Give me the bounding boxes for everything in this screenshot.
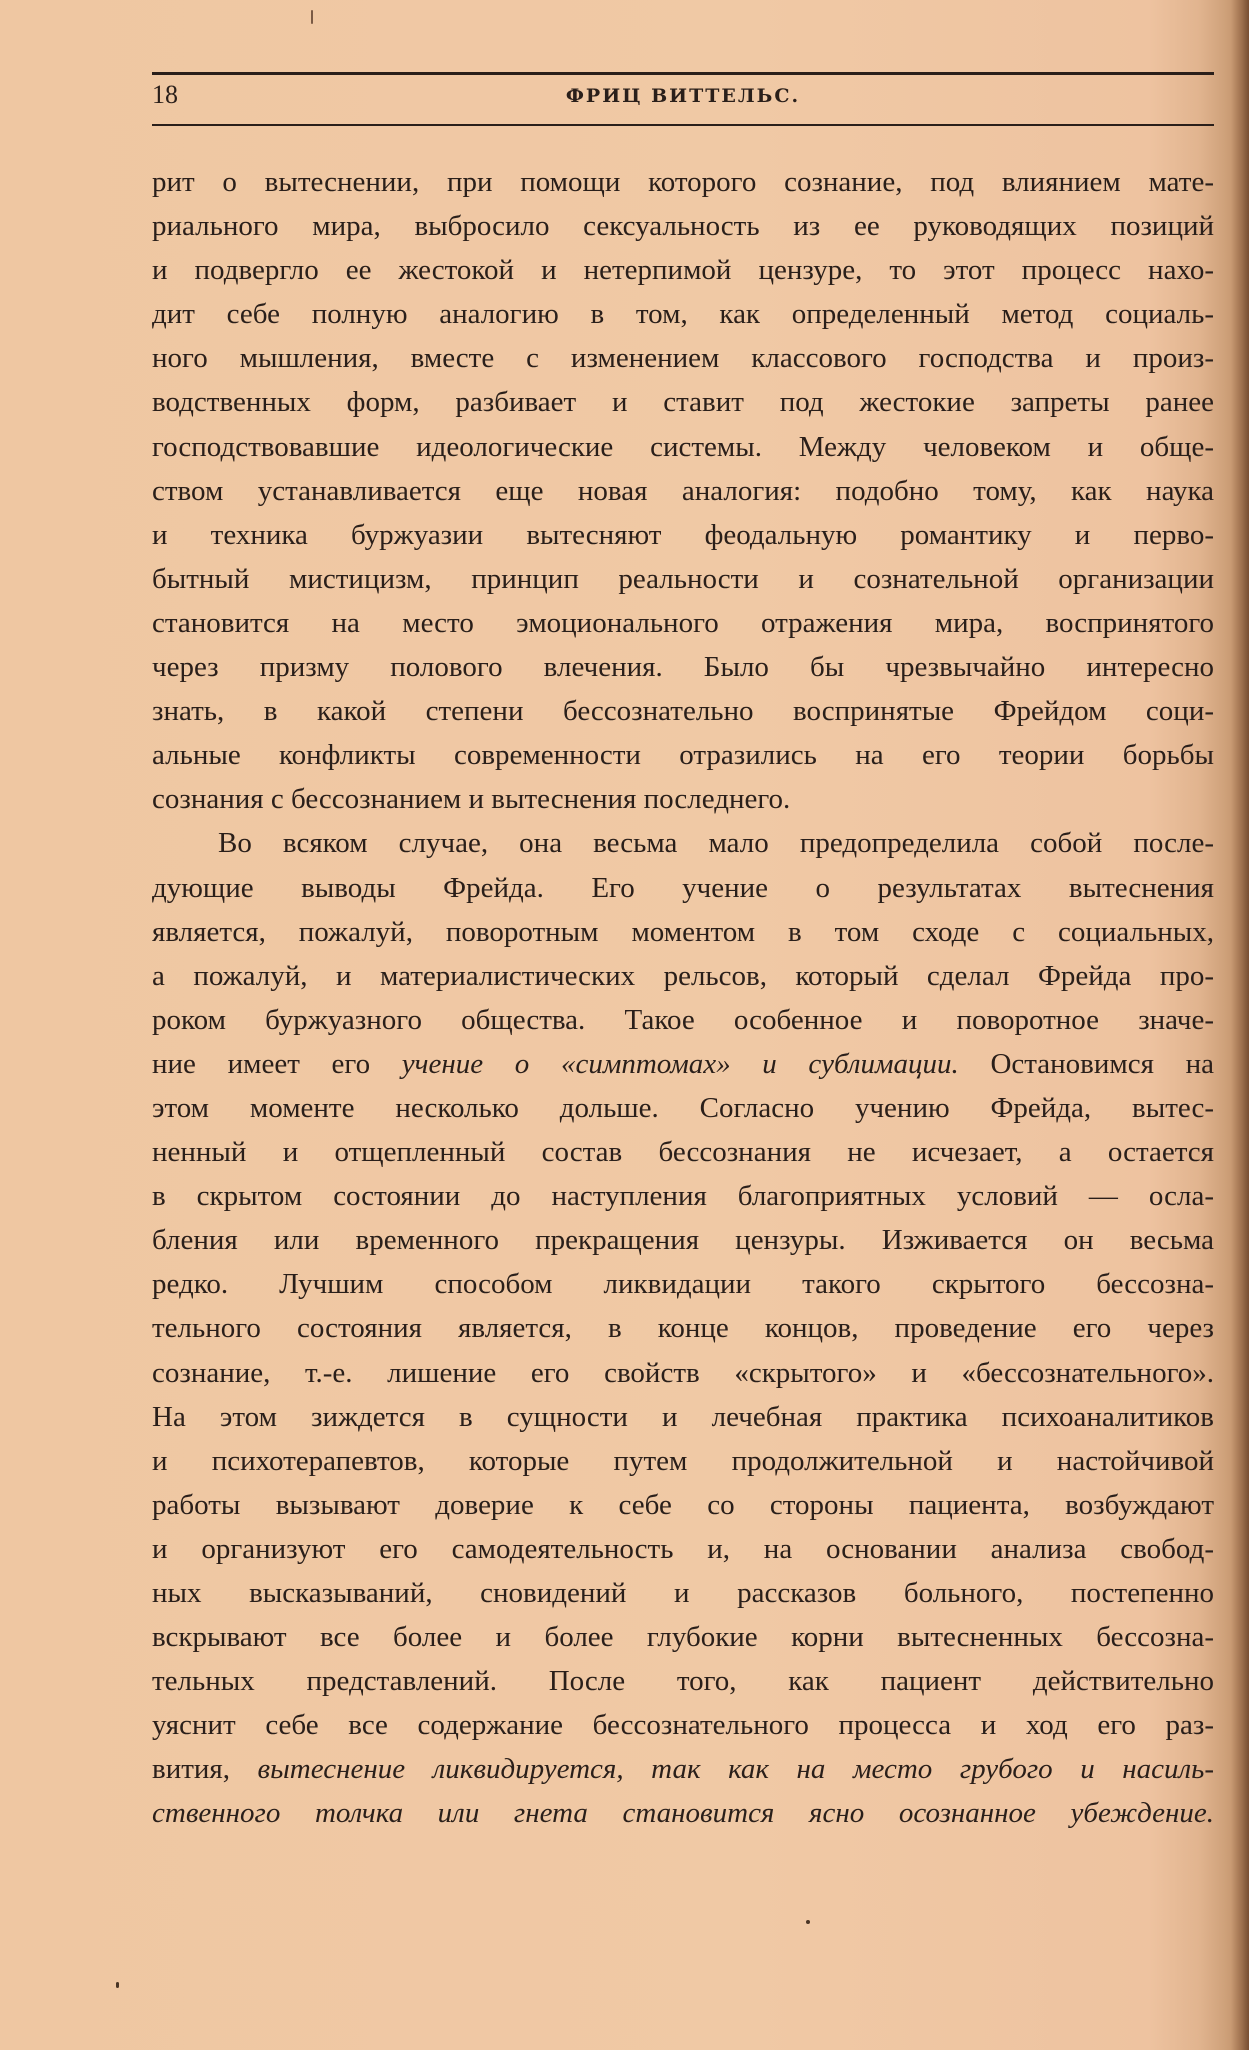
text-line: На этом зиждется в сущности и лечебная практика психоаналитиков xyxy=(152,1400,1214,1433)
text-line: в скрытом состоянии до наступления благоприятных условий — осла- xyxy=(152,1180,1214,1213)
italic-emphasis: вытеснение ликвидируется, так как на место грубого и насиль- xyxy=(257,1753,1214,1786)
italic-emphasis: ственного толчка или гнета становится ясно осознанное убеждение. xyxy=(152,1797,1214,1830)
text-line: и подвергло ее жестокой и нетерпимой цензуре, то этот процесс нахо- xyxy=(152,254,1214,287)
text-line-italic xyxy=(152,1791,1214,1835)
paper-speck xyxy=(116,1982,119,1988)
header-rule-top xyxy=(152,72,1214,75)
text-segment: ние имеет его xyxy=(152,1047,371,1080)
page-edge-shadow xyxy=(1231,0,1249,2050)
text-line: и организуют его самодеятельность и, на основании анализа свобод- xyxy=(152,1532,1214,1565)
paragraph-start-line: Во всяком случае, она весьма мало предопределила собой после- xyxy=(218,827,1214,860)
text-line: знать, в какой степени бессознательно воспринятые Фрейдом соци- xyxy=(152,695,1214,728)
text-line: работы вызывают доверие к себе со стороны пациента, возбуждают xyxy=(152,1488,1214,1521)
paper-speck xyxy=(806,1920,810,1924)
text-line: является, пожалуй, поворотным моментом в том сходе с социальных, xyxy=(152,915,1214,948)
text-segment: вития, xyxy=(152,1753,230,1786)
text-line: тельных представлений. После того, как пациент действительно xyxy=(152,1665,1214,1698)
text-line: рит о вытеснении, при помощи которого сознание, под влиянием мате- xyxy=(152,166,1214,198)
text-line: бления или временного прекращения цензуры. Изживается он весьма xyxy=(152,1224,1214,1257)
text-line: вскрывают все более и более глубокие корни вытесненных бессозна- xyxy=(152,1621,1214,1654)
text-line: уяснит себе все содержание бессознательного процесса и ход его раз- xyxy=(152,1709,1214,1742)
text-line: этом моменте несколько дольше. Согласно учению Фрейда, вытес- xyxy=(152,1091,1214,1124)
text-line: тельного состояния является, в конце концов, проведение его через xyxy=(152,1312,1214,1345)
italic-emphasis: учение о «симптомах» и сублимации. xyxy=(401,1047,959,1080)
text-line: господствовавшие идеологические системы. Между человеком и обще- xyxy=(152,430,1214,463)
text-line: ного мышления, вместе с изменением классового господства и произ- xyxy=(152,342,1214,375)
text-line-mixed xyxy=(152,1747,1214,1791)
text-line: бытный мистицизм, принцип реальности и сознательной организации xyxy=(152,562,1214,595)
running-head: ФРИЦ ВИТТЕЛЬС. xyxy=(565,85,801,107)
text-line: дит себе полную аналогию в том, как определенный метод социаль- xyxy=(152,298,1214,331)
text-line: ных высказываний, сновидений и рассказов больного, постепенно xyxy=(152,1577,1214,1609)
header-rule-bottom xyxy=(152,124,1214,126)
text-line-mixed xyxy=(152,1042,1214,1086)
text-line: а пожалуй, и материалистических рельсов, который сделал Фрейда про- xyxy=(152,959,1214,992)
text-segment: Остановимся на xyxy=(990,1047,1215,1080)
page-number: 18 xyxy=(152,80,178,109)
body-text xyxy=(152,160,1214,1836)
text-line: водственных форм, разбивает и ставит под жестокие запреты ранее xyxy=(152,386,1214,419)
text-line: через призму полового влечения. Было бы чрезвычайно интересно xyxy=(152,651,1214,684)
text-line: дующие выводы Фрейда. Его учение о результатах вытеснения xyxy=(152,871,1214,904)
text-line: и психотерапевтов, которые путем продолжительной и настойчивой xyxy=(152,1444,1214,1477)
text-line: альные конфликты современности отразились на его теории борьбы xyxy=(152,739,1214,772)
text-line: становится на место эмоционального отражения мира, воспринятого xyxy=(152,606,1214,639)
text-line: редко. Лучшим способом ликвидации такого скрытого бессозна- xyxy=(152,1268,1214,1301)
text-line: роком буржуазного общества. Такое особенное и поворотное значе- xyxy=(152,1003,1214,1036)
text-line: сознания с бессознанием и вытеснения последнего. xyxy=(152,783,791,816)
text-line: ством устанавливается еще новая аналогия: подобно тому, как наука xyxy=(152,474,1214,507)
text-line: ненный и отщепленный состав бессознания не исчезает, а остается xyxy=(152,1136,1214,1169)
text-line: риального мира, выбросило сексуальность из ее руководящих позиций xyxy=(152,210,1214,243)
text-line: сознание, т.-е. лишение его свойств «скрытого» и «бессознательного». xyxy=(152,1356,1214,1389)
paper-speck xyxy=(311,10,313,24)
text-line: и техника буржуазии вытесняют феодальную романтику и перво- xyxy=(152,518,1214,551)
